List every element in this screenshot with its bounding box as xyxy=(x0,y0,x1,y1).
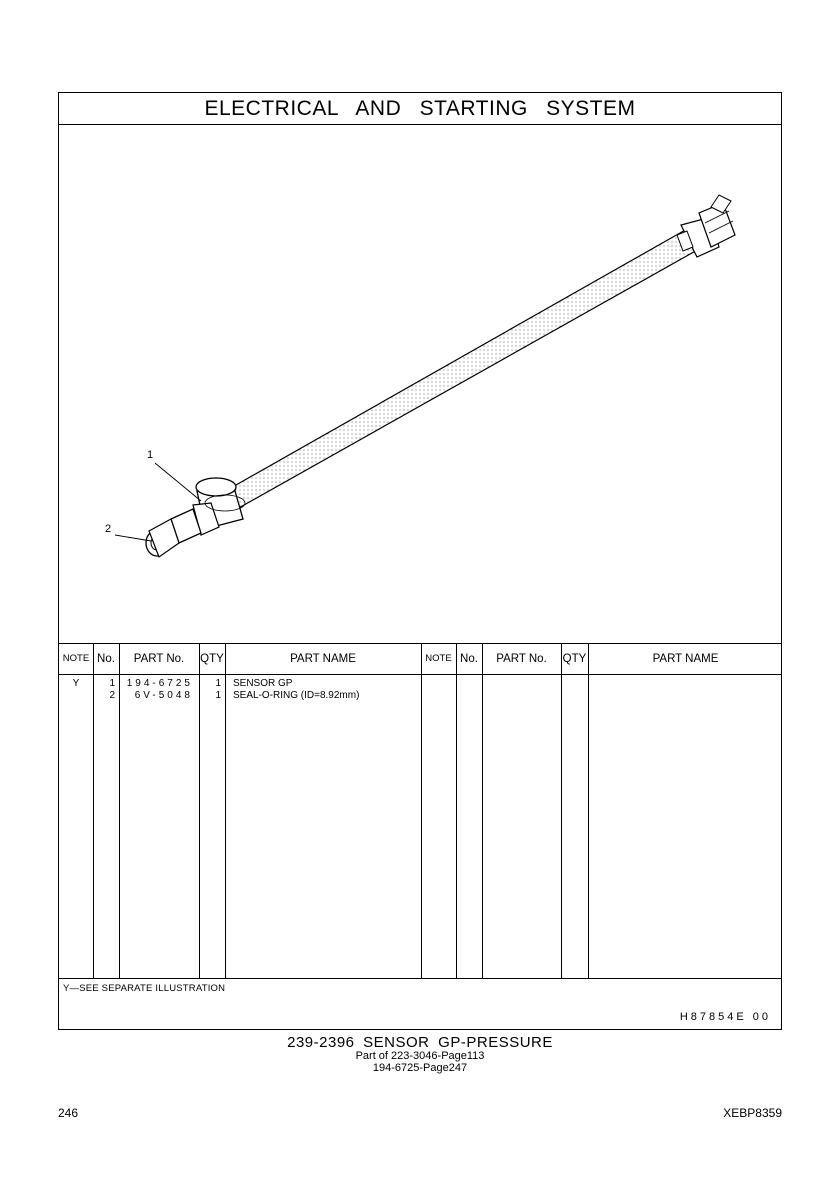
header-part-name: PART NAME xyxy=(652,653,719,665)
footnote: Y—SEE SEPARATE ILLUSTRATION xyxy=(63,983,226,994)
header-part-no: PART No. xyxy=(133,653,185,665)
row-no: 2 xyxy=(109,690,115,701)
row-qty: 1 xyxy=(215,678,221,689)
header-part-no: PART No. xyxy=(496,653,547,665)
document-id: XEBP8359 xyxy=(723,1106,782,1120)
page-title: ELECTRICAL AND STARTING SYSTEM xyxy=(59,93,781,125)
sensor-drawing xyxy=(59,125,783,643)
part-of-reference: Part of 223-3046-Page113 xyxy=(355,1050,485,1062)
header-note: NOTE xyxy=(62,653,90,664)
col-divider xyxy=(482,644,483,978)
header-no: No. xyxy=(97,653,115,665)
col-divider xyxy=(561,644,562,978)
row-part-no: 6V-5048 xyxy=(134,690,193,701)
callout-2: 2 xyxy=(105,523,112,535)
col-divider xyxy=(225,644,226,978)
leader-line-2 xyxy=(115,535,151,541)
parts-page-frame xyxy=(58,92,782,1030)
group-title: 239-2396 SENSOR GP-PRESSURE xyxy=(287,1034,553,1051)
parts-table xyxy=(59,643,781,979)
illustration-number: H87854E 00 xyxy=(679,1011,771,1023)
header-qty: QTY xyxy=(562,653,587,665)
header-qty: QTY xyxy=(200,653,224,665)
row-part-no: 194-6725 xyxy=(126,678,193,689)
leader-line-1 xyxy=(155,463,201,501)
connector-end xyxy=(677,195,735,257)
col-divider xyxy=(421,644,422,978)
row-note: Y xyxy=(72,678,80,689)
cable xyxy=(229,229,699,509)
part-of-reference: 194-6725-Page247 xyxy=(372,1062,468,1074)
sensor-body xyxy=(146,478,245,557)
header-part-name: PART NAME xyxy=(290,653,356,665)
col-divider xyxy=(456,644,457,978)
parts-illustration xyxy=(59,125,781,643)
row-no: 1 xyxy=(109,678,115,689)
callout-1: 1 xyxy=(147,449,154,461)
page-number: 246 xyxy=(58,1106,79,1120)
header-no: No. xyxy=(460,653,478,665)
col-divider xyxy=(588,644,589,978)
row-part-name: SEAL-O-RING (ID=8.92mm) xyxy=(233,690,360,701)
row-qty: 1 xyxy=(215,690,221,701)
row-part-name: SENSOR GP xyxy=(233,678,293,689)
header-note: NOTE xyxy=(425,653,452,664)
header-divider xyxy=(59,674,781,675)
